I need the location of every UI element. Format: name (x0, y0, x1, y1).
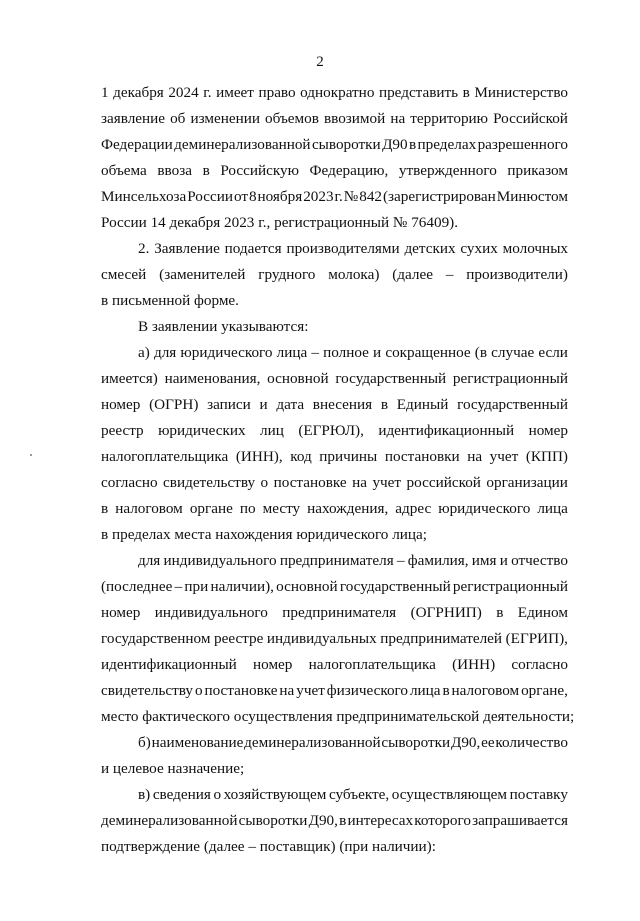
word: наименование (151, 734, 244, 751)
text-line (101, 184, 568, 210)
word: дата (276, 396, 305, 413)
word: (КПП) (525, 448, 568, 465)
word: 2023 (303, 188, 334, 205)
word: (далее (392, 266, 433, 283)
word: Российской (493, 110, 568, 127)
word: 2. (138, 240, 150, 257)
word: пределах (417, 136, 477, 153)
word: налоговом (451, 682, 520, 699)
word: основной (276, 578, 338, 595)
word: разрешенного (477, 136, 568, 153)
word: (ЕГРЮЛ), (298, 422, 364, 439)
word: предпринимателя (282, 604, 397, 621)
word: юридических (158, 422, 246, 439)
word: индивидуального (154, 604, 268, 621)
word: регистрационный (452, 578, 568, 595)
word: реестр (101, 422, 144, 439)
word: индивидуальных (266, 630, 377, 647)
word: учет (372, 474, 402, 491)
word: Российскую (220, 162, 299, 179)
word: детских (404, 240, 456, 257)
word: в (380, 396, 389, 413)
word: согласно (511, 656, 568, 673)
word: 842 (359, 188, 383, 205)
word: Федерации (101, 136, 173, 153)
word: свидетельству (163, 474, 256, 491)
word: г. (334, 188, 343, 205)
word: деминерализованной (101, 812, 238, 829)
text-line: в пределах места нахождения юридического лица; (101, 526, 427, 543)
word: – (396, 552, 405, 569)
text-line (101, 496, 568, 522)
word: случае (491, 344, 535, 361)
word: молока) (328, 266, 380, 283)
word: учет (296, 682, 325, 699)
text-line (101, 158, 568, 184)
word: в (101, 500, 109, 517)
word: идентификационный (378, 422, 515, 439)
word: и (499, 552, 508, 569)
word: – (445, 266, 454, 283)
word: основной (267, 370, 329, 387)
word: отчество (511, 552, 568, 569)
word: постановке (204, 682, 278, 699)
word: 1 (101, 84, 109, 101)
word: (заменителей (159, 266, 246, 283)
word: ноября (257, 188, 303, 205)
word: сухих (460, 240, 498, 257)
word: Д90, (308, 812, 338, 829)
word: которого (414, 812, 471, 829)
text-line (101, 626, 568, 652)
word: в (496, 604, 504, 621)
word: регистрационный (452, 370, 568, 387)
word: объема (101, 162, 147, 179)
word: внесения (312, 396, 373, 413)
word: молочных (502, 240, 568, 257)
text-line (101, 418, 568, 444)
word: России (187, 188, 234, 205)
word: однократно (300, 84, 375, 101)
text-line (101, 262, 568, 288)
word: сокращенное (385, 344, 471, 361)
item-a-line (101, 340, 568, 366)
word: объемов (265, 110, 319, 127)
word: юридического (438, 500, 531, 517)
word: хозяйствующем (223, 786, 327, 803)
word: на (390, 110, 406, 127)
word: номер (528, 422, 568, 439)
word: право (258, 84, 296, 101)
word: (ОГРНИП) (410, 604, 482, 621)
word: организации (486, 474, 568, 491)
word: на (279, 682, 295, 699)
word: сведения (152, 786, 211, 803)
word: для (138, 552, 161, 569)
word: Министерство (474, 84, 568, 101)
word: государственный (335, 370, 447, 387)
word: производителями (286, 240, 400, 257)
text-line: России 14 декабря 2023 г., регистрационный № 76409). (101, 214, 459, 231)
word: производители) (466, 266, 568, 283)
word: – (174, 578, 183, 595)
word: Минсельхоза (101, 188, 187, 205)
word: имеет (216, 84, 254, 101)
word: государственном (101, 630, 211, 647)
word: органе (189, 500, 233, 517)
word: для (153, 344, 177, 361)
word: осуществляющем (391, 786, 508, 803)
word: б) (138, 734, 151, 751)
word: по (239, 500, 256, 517)
word: декабря (113, 84, 164, 101)
word: грудного (258, 266, 316, 283)
word: номер (101, 604, 141, 621)
word: нахождения, (307, 500, 389, 517)
word: сыворотки (381, 734, 451, 751)
word: утвержденного (398, 162, 497, 179)
word: Минюстом (496, 188, 568, 205)
word: российской (406, 474, 481, 491)
word: индивидуального (163, 552, 277, 569)
word: (зарегистрирован (382, 188, 496, 205)
word: и (259, 396, 268, 413)
word: Единый (396, 396, 449, 413)
document-body (101, 80, 575, 860)
word: идентификационный (101, 656, 237, 673)
word: лица (537, 500, 568, 517)
word: заявление (101, 110, 166, 127)
word: (в (474, 344, 487, 361)
word: о (260, 474, 269, 491)
word: – (311, 344, 319, 361)
word: Заявление (154, 240, 220, 257)
word: в (202, 162, 210, 179)
word: в (462, 84, 470, 101)
text-line (101, 808, 568, 834)
word: если (538, 344, 568, 361)
word: лица (276, 344, 308, 361)
word: записи (207, 396, 251, 413)
word: 2024 (168, 84, 199, 101)
word: смесей (101, 266, 147, 283)
scan-speck (30, 454, 32, 456)
word: причины (319, 448, 378, 465)
word: Д90 (382, 136, 408, 153)
word: (ОГРН) (149, 396, 199, 413)
word: № (343, 188, 359, 205)
word: об (170, 110, 186, 127)
word: налогоплательщика (101, 448, 229, 465)
item-c-line (101, 782, 568, 808)
word: налогоплательщика (308, 656, 436, 673)
text-line (101, 600, 568, 626)
word: согласно (101, 474, 158, 491)
text-line (101, 392, 568, 418)
text-line (101, 678, 568, 704)
word: органе, (521, 682, 568, 699)
word: 8 (248, 188, 257, 205)
page-number: 2 (316, 54, 324, 70)
word: подается (224, 240, 282, 257)
word: а) (138, 344, 150, 361)
word: (ИНН), (235, 448, 283, 465)
word: наличии), (210, 578, 274, 595)
word: деминерализованной (244, 734, 381, 751)
word: (ИНН) (452, 656, 496, 673)
paragraph-2-line (101, 236, 568, 262)
word: деминерализованной (174, 136, 311, 153)
word: территорию (410, 110, 489, 127)
word: г. (203, 84, 212, 101)
word: Федерацию, (309, 162, 389, 179)
word: приказом (507, 162, 568, 179)
word: в) (138, 786, 151, 803)
word: учет (489, 448, 519, 465)
word: о (213, 786, 222, 803)
text-line (101, 132, 568, 158)
word: постановки (384, 448, 460, 465)
word: полное (323, 344, 369, 361)
word: имя (471, 552, 497, 569)
word: государственный (339, 578, 451, 595)
word: субъекте, (328, 786, 390, 803)
word: о (194, 682, 203, 699)
text-line (101, 106, 568, 132)
word: ввозимой (323, 110, 386, 127)
word: лиц (260, 422, 284, 439)
word: в (339, 812, 347, 829)
word: лица (409, 682, 441, 699)
word: юридического (180, 344, 273, 361)
word: реестре (213, 630, 264, 647)
word: на (352, 474, 367, 491)
word: предпринимателей (380, 630, 503, 647)
word: сыворотки (238, 812, 308, 829)
word: Едином (517, 604, 568, 621)
word: физического (326, 682, 409, 699)
word: адрес (395, 500, 432, 517)
item-b-line (101, 730, 568, 756)
text-line: место фактического осуществления предпринимательской деятельности; (101, 708, 575, 725)
word: количество (495, 734, 568, 751)
word: (ЕГРИП), (505, 630, 568, 647)
text-line (101, 444, 568, 470)
word: свидетельству (101, 682, 194, 699)
text-line (101, 80, 568, 106)
word: имеется) (101, 370, 158, 387)
word: при (184, 578, 209, 595)
word: код (290, 448, 312, 465)
list-intro-line: В заявлении указываются: (138, 318, 309, 335)
word: номер (101, 396, 141, 413)
text-line: и целевое назначение; (101, 760, 245, 777)
text-line (101, 366, 568, 392)
word: номер (253, 656, 293, 673)
ip-paragraph-line (101, 548, 568, 574)
text-line: в письменной форме. (101, 292, 239, 309)
word: налоговом (115, 500, 183, 517)
word: сыворотки (311, 136, 381, 153)
word: на (467, 448, 483, 465)
word: в (442, 682, 450, 699)
word: (последнее (101, 578, 173, 595)
text-line (101, 470, 568, 496)
word: постановке (273, 474, 347, 491)
word: фамилия, (407, 552, 469, 569)
word: представить (378, 84, 459, 101)
word: запрашивается (472, 812, 568, 829)
word: поставку (509, 786, 568, 803)
word: Д90, (450, 734, 481, 751)
word: государственный (457, 396, 568, 413)
word: и (373, 344, 382, 361)
word: от (233, 188, 248, 205)
word: изменении (190, 110, 260, 127)
word: предпринимателя (279, 552, 394, 569)
word: ее (481, 734, 495, 751)
word: интересах (347, 812, 414, 829)
text-line: подтверждение (далее – поставщик) (при наличии): (101, 838, 436, 855)
word: месту (262, 500, 301, 517)
word: в (409, 136, 417, 153)
word: наименования, (164, 370, 261, 387)
text-line (101, 574, 568, 600)
word: ввоза (157, 162, 192, 179)
text-line (101, 652, 568, 678)
